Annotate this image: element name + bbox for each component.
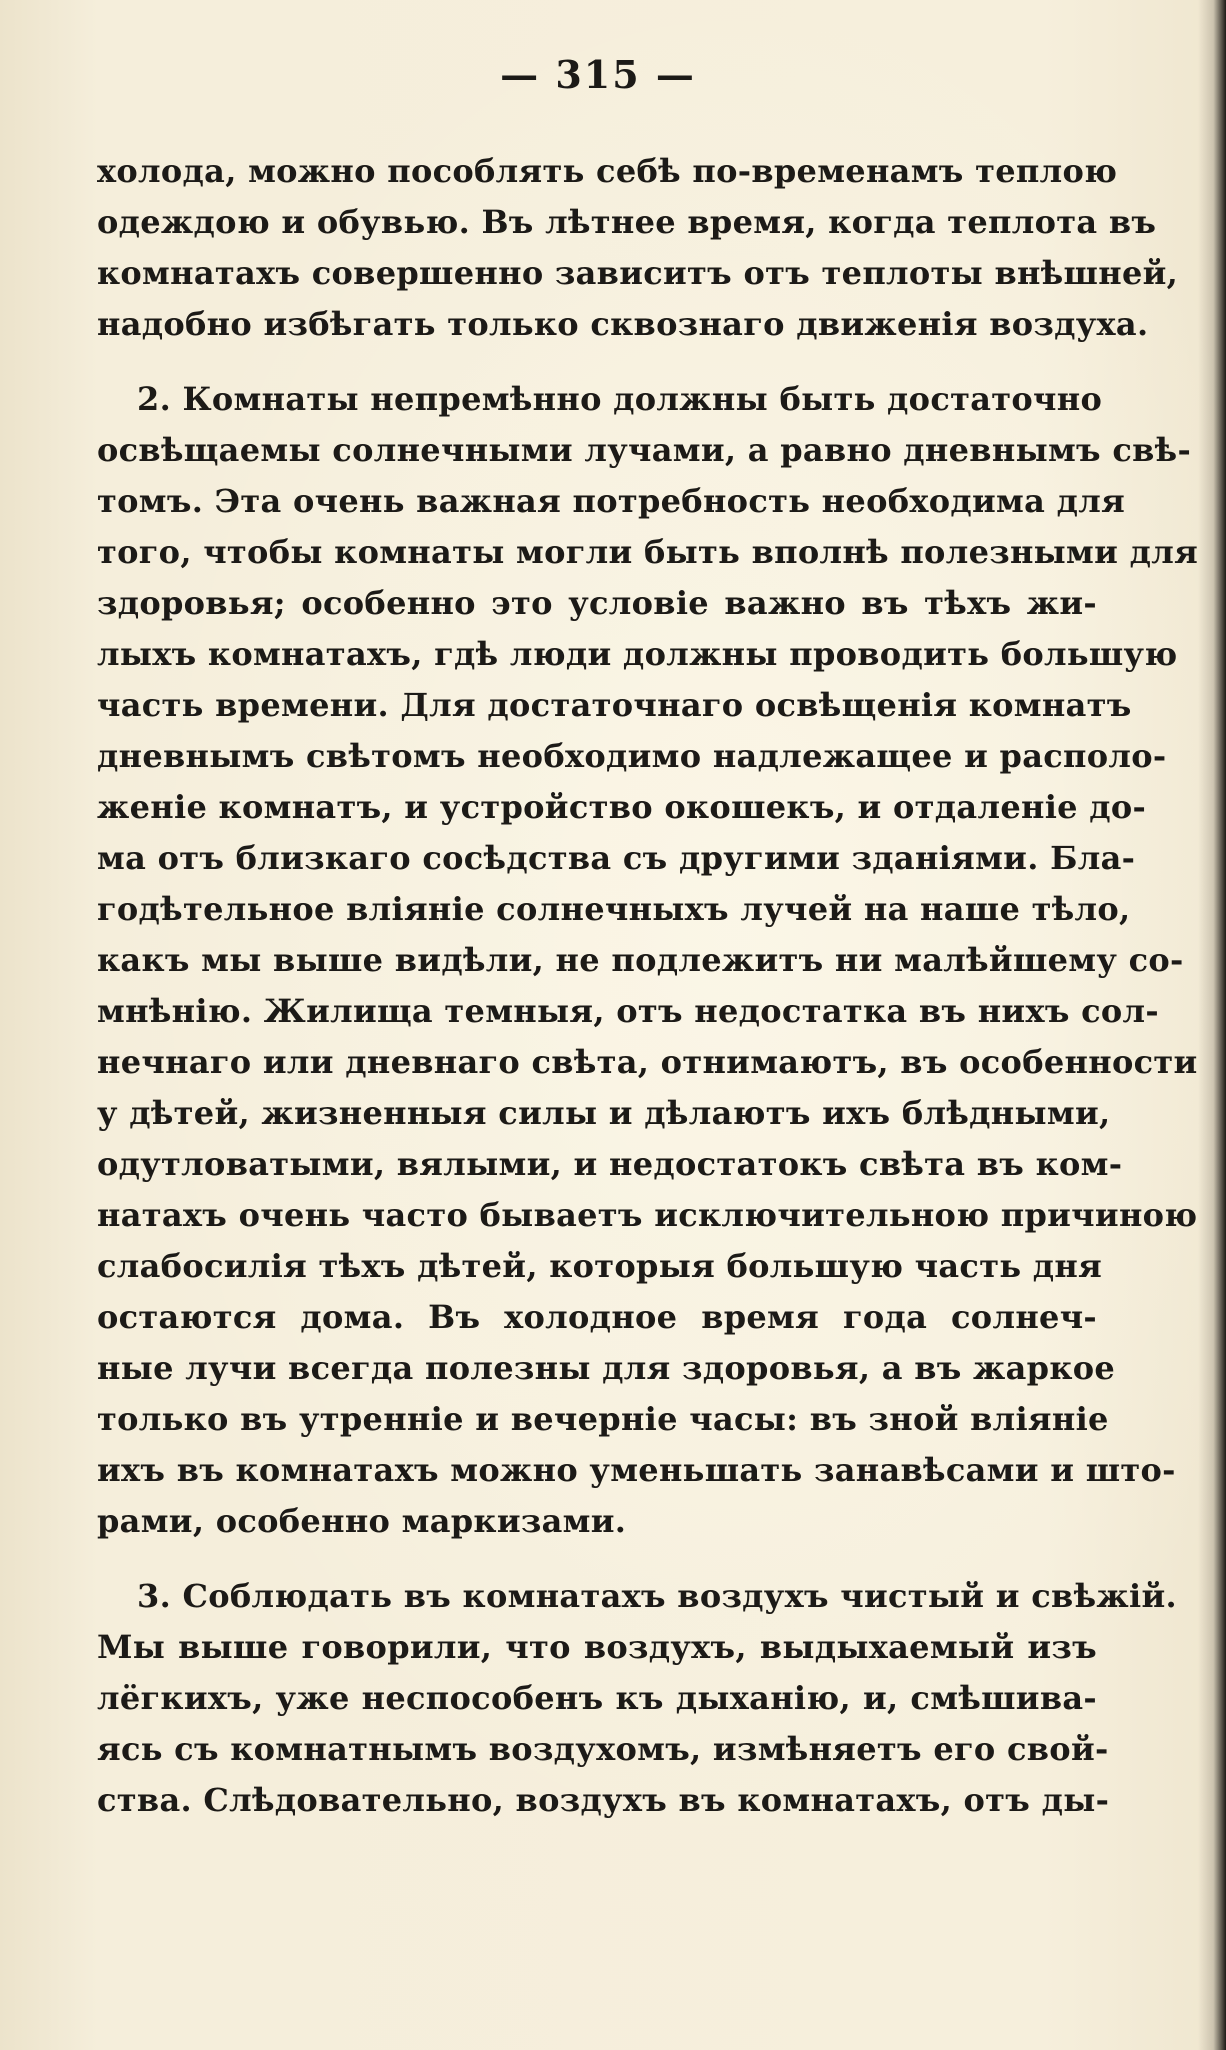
text-line: ма отъ близкаго сосѣдства съ другими зданіями. Бла- (97, 839, 1136, 877)
text-line: ные лучи всегда полезны для здоровья, а въ жаркое (97, 1349, 1116, 1387)
text-line: одеждою и обувью. Въ лѣтнее время, когда теплота въ (97, 203, 1157, 241)
text-line: лёгкихъ, уже неспособенъ къ дыханію, и, смѣшива- (97, 1679, 1097, 1717)
text-line: освѣщаемы солнечными лучами, а равно дневнымъ свѣ- (97, 431, 1192, 469)
text-line: ихъ въ комнатахъ можно уменьшать занавѣсами и што- (97, 1451, 1176, 1489)
body-text (97, 146, 1199, 1826)
text-line: одутловатыми, вялыми, и недостатокъ свѣта въ ком- (97, 1145, 1123, 1183)
text-line: мнѣнію. Жилища темныя, отъ недостатка въ нихъ сол- (97, 992, 1159, 1030)
text-line: дневнымъ свѣтомъ необходимо надлежащее и располо- (97, 737, 1167, 775)
text-line: ства. Слѣдовательно, воздухъ въ комнатахъ, отъ ды- (97, 1781, 1110, 1819)
text-line: рами, особенно маркизами. (97, 1502, 627, 1540)
text-line: ясь съ комнатнымъ воздухомъ, измѣняетъ его свой- (97, 1730, 1109, 1768)
paragraph-2 (97, 374, 1199, 1547)
text-line: нечнаго или дневнаго свѣта, отнимаютъ, въ особенности (97, 1043, 1198, 1081)
text-line: натахъ очень часто бываетъ исключительною причиною (97, 1196, 1198, 1234)
text-line: только въ утренніе и вечерніе часы: въ зной вліяніе (97, 1400, 1109, 1438)
text-line: томъ. Эта очень важная потребность необходима для (97, 482, 1126, 520)
text-line: холода, можно пособлять себѣ по-временамъ теплою (97, 152, 1118, 190)
text-line: комнатахъ совершенно зависитъ отъ теплоты внѣшней, (97, 254, 1179, 292)
text-line: у дѣтей, жизненныя силы и дѣлаютъ ихъ блѣдными, (97, 1094, 1111, 1132)
paragraph-1 (97, 146, 1179, 350)
text-line: женіе комнатъ, и устройство окошекъ, и отдаленіе до- (97, 788, 1147, 826)
page-number: — 315 — (500, 52, 696, 97)
text-line: 2. Комнаты непремѣнно должны быть достаточно (137, 380, 1103, 418)
text-line: часть времени. Для достаточнаго освѣщенія комнатъ (97, 686, 1132, 724)
text-line: 3. Соблюдать въ комнатахъ воздухъ чистый и свѣжій. (137, 1577, 1177, 1615)
text-line: слабосилія тѣхъ дѣтей, которыя большую часть дня (97, 1247, 1103, 1285)
text-line: годѣтельное вліяніе солнечныхъ лучей на наше тѣло, (97, 890, 1131, 928)
text-line: остаются дома. Въ холодное время года солнеч- (97, 1298, 1097, 1336)
paragraph-3 (97, 1571, 1177, 1826)
text-line: надобно избѣгать только сквознаго движенія воздуха. (97, 305, 1149, 343)
text-line: лыхъ комнатахъ, гдѣ люди должны проводить большую (97, 635, 1178, 673)
text-line: какъ мы выше видѣли, не подлежитъ ни малѣйшему со- (97, 941, 1184, 979)
text-line: того, чтобы комнаты могли быть вполнѣ полезными для (97, 533, 1199, 571)
text-line: Мы выше говорили, что воздухъ, выдыхаемый изъ (97, 1628, 1097, 1666)
page-edge-shadow (1198, 0, 1226, 2050)
text-line: здоровья; особенно это условіе важно въ тѣхъ жи- (97, 584, 1097, 622)
